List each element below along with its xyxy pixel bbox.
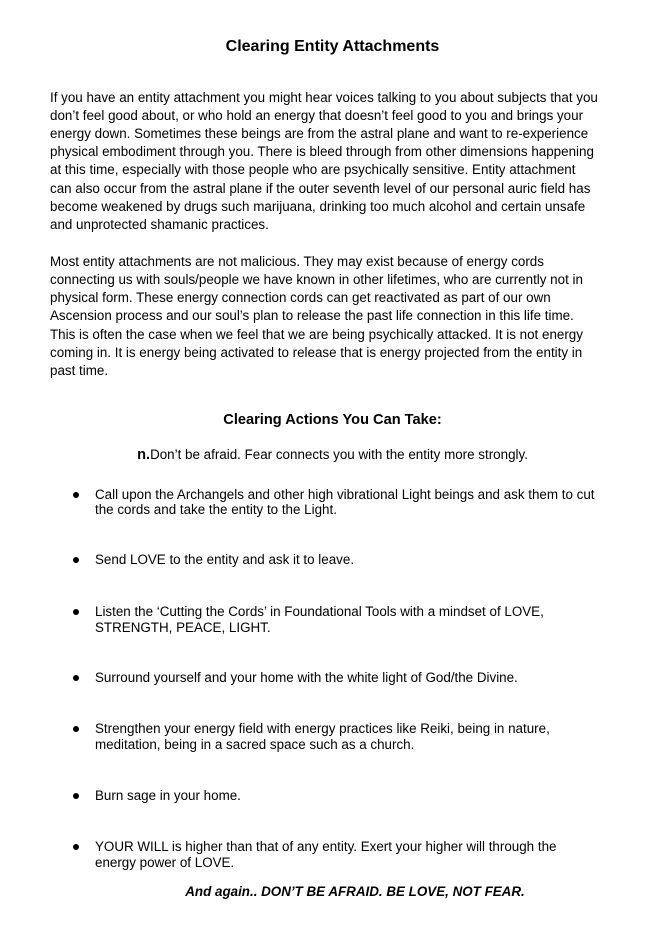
paragraph-line: physical embodiment through you. There is bleed through from other dimensions happening [50,144,594,159]
paragraph-line: don’t feel good about, or who hold an energy that doesn’t feel good to you and brings your [50,108,584,123]
paragraph-line: can also occur from the astral plane if the outer seventh level of our personal auric field has [50,181,591,196]
bullet-icon [73,726,79,732]
paragraph-line: at this time, especially with those people who are psychically sensitive. Entity attachment [50,162,576,177]
list-item-line: Strengthen your energy field with energy practices like Reiki, being in nature, [95,721,550,736]
list-item-line: meditation, being in a sacred space such as a church. [95,737,415,752]
paragraph-line: and unprotected shamanic practices. [50,217,269,232]
list-item-line: Burn sage in your home. [95,788,241,803]
bullet-icon [73,793,79,799]
paragraph-line: If you have an entity attachment you might hear voices talking to you about subjects that you [50,90,598,105]
paragraph-line: This is often the case when we feel that we are being psychically attacked. It is not energy [50,327,583,342]
paragraph-line: Ascension process and our soul’s plan to release the past life connection in this life time. [50,308,574,323]
bullet-icon [73,609,79,615]
list-item-line: Listen the ‘Cutting the Cords’ in Foundational Tools with a mindset of LOVE, [95,604,544,619]
intro-line [0,447,665,463]
paragraph-line: coming in. It is energy being activated to release that is energy projected from the entity in [50,345,583,360]
paragraph-line: physical form. These energy connection cords can get reactivated as part of our own [50,290,551,305]
intro-text: Don’t be afraid. Fear connects you with the entity more strongly. [150,447,528,462]
list-item-line: STRENGTH, PEACE, LIGHT. [95,620,271,635]
bullet-icon [73,844,79,850]
paragraph-line: energy down. Sometimes these beings are from the astral plane and want to re-experience [50,126,589,141]
paragraph-line: Most entity attachments are not malicious. They may exist because of energy cords [50,254,544,269]
bullet-icon [73,492,79,498]
section-heading: Clearing Actions You Can Take: [223,412,442,428]
list-marker: n. [137,447,151,463]
list-item-line: Send LOVE to the entity and ask it to leave. [95,552,355,567]
bullet-icon [73,675,79,681]
list-item-line: YOUR WILL is higher than that of any entity. Exert your higher will through the [95,839,557,854]
list-item-line: the cords and take the entity to the Light. [95,502,337,517]
list-item-line: Call upon the Archangels and other high vibrational Light beings and ask them to cut [95,487,595,502]
closing-statement: And again.. DON’T BE AFRAID. BE LOVE, NOT FEAR. [185,884,525,899]
paragraph-line: past time. [50,363,109,378]
paragraph-line: become weakened by drugs such marijuana, drinking too much alcohol and certain unsafe [50,199,586,214]
bullet-icon [73,557,79,563]
document-title: Clearing Entity Attachments [225,38,440,55]
paragraph-line: connecting us with souls/people we have known in other lifetimes, who are currently not in [50,272,583,287]
list-item-line: Surround yourself and your home with the white light of God/the Divine. [95,670,518,685]
list-item-line: energy power of LOVE. [95,855,235,870]
